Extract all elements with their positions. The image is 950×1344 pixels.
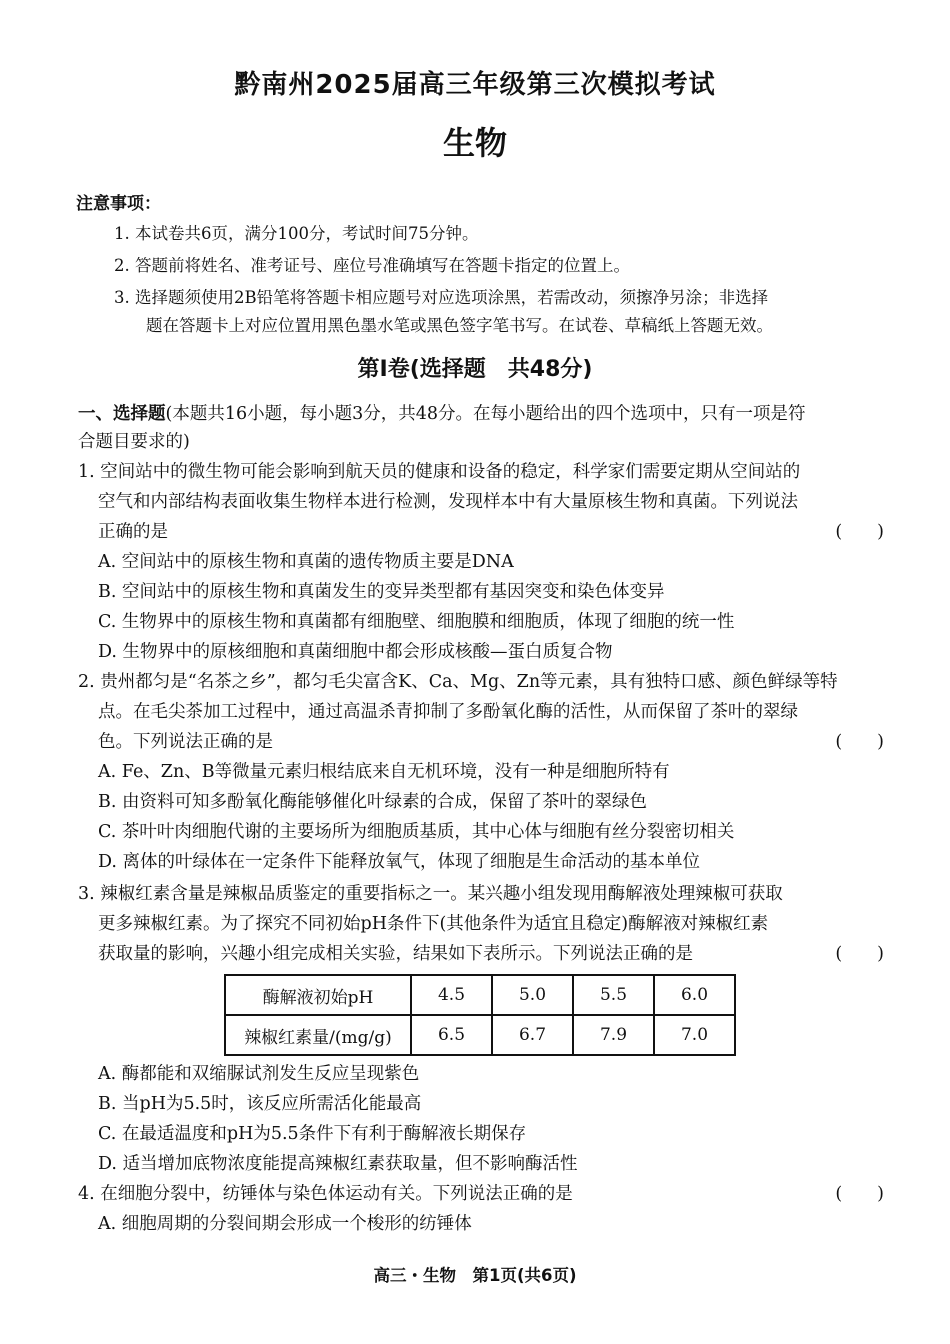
- section-title: 第Ⅰ卷(选择题 共48分): [357, 357, 593, 382]
- part-intro-line-2: 合题目要求的): [78, 432, 190, 452]
- table-row: [225, 975, 735, 1015]
- notice-item-3: 3. 选择题须使用2B铅笔将答题卡相应题号对应选项涂黑，若需改动，须擦净另涂；非选择: [114, 288, 769, 307]
- table-header-capsanthin: 辣椒红素量/(mg/g): [225, 1015, 411, 1055]
- page-footer: 高三・生物 第1页(共6页): [373, 1266, 577, 1285]
- question-3-line-1: 3. 辣椒红素含量是辣椒品质鉴定的重要指标之一。某兴趣小组发现用酶解液处理辣椒可获取: [78, 884, 783, 904]
- question-1-answer-paren: ( ): [835, 522, 884, 542]
- table-cell: 6.7: [492, 1015, 573, 1055]
- notice-item-1: 1. 本试卷共6页，满分100分，考试时间75分钟。: [114, 224, 479, 243]
- exam-title: 黔南州2025届高三年级第三次模拟考试: [234, 70, 716, 100]
- question-1-line-2: 空气和内部结构表面收集生物样本进行检测，发现样本中有大量原核生物和真菌。下列说法: [98, 492, 798, 512]
- table-cell: 5.5: [573, 975, 654, 1015]
- table-cell: 6.5: [411, 1015, 492, 1055]
- question-3-option-d: D. 适当增加底物浓度能提高辣椒红素获取量，但不影响酶活性: [98, 1154, 578, 1174]
- notice-item-2: 2. 答题前将姓名、准考证号、座位号准确填写在答题卡指定的位置上。: [114, 256, 630, 275]
- question-3-option-c: C. 在最适温度和pH为5.5条件下有利于酶解液长期保存: [98, 1124, 527, 1144]
- part-intro-line-1: [78, 402, 806, 426]
- table-header-ph: 酶解液初始pH: [225, 975, 411, 1015]
- question-2-line-3: 色。下列说法正确的是: [98, 732, 273, 752]
- question-1-line-1: 1. 空间站中的微生物可能会影响到航天员的健康和设备的稳定，科学家们需要定期从空间站的: [78, 462, 801, 482]
- question-2-option-d: D. 离体的叶绿体在一定条件下能释放氧气，体现了细胞是生命活动的基本单位: [98, 852, 701, 872]
- question-2-answer-paren: ( ): [835, 732, 884, 752]
- question-2-option-b: B. 由资料可知多酚氧化酶能够催化叶绿素的合成，保留了茶叶的翠绿色: [98, 792, 647, 812]
- question-2-line-1: 2. 贵州都匀是“名茶之乡”，都匀毛尖富含K、Ca、Mg、Zn等元素，具有独特口感、颜色鲜绿等特: [78, 672, 838, 692]
- ph-result-table: [224, 974, 736, 1056]
- table-cell: 7.0: [654, 1015, 735, 1055]
- question-1-option-a: A. 空间站中的原核生物和真菌的遗传物质主要是DNA: [98, 552, 514, 572]
- question-3-answer-paren: ( ): [835, 944, 884, 964]
- question-1-option-d: D. 生物界中的原核细胞和真菌细胞中都会形成核酸—蛋白质复合物: [98, 642, 613, 662]
- question-3-line-3: 获取量的影响，兴趣小组完成相关实验，结果如下表所示。下列说法正确的是: [98, 944, 693, 964]
- exam-subject: 生物: [442, 124, 507, 162]
- question-4-line-1: 4. 在细胞分裂中，纺锤体与染色体运动有关。下列说法正确的是: [78, 1184, 573, 1204]
- question-3-option-b: B. 当pH为5.5时，该反应所需活化能最高: [98, 1094, 422, 1114]
- notice-heading: 注意事项：: [76, 194, 161, 214]
- table-row: [225, 1015, 735, 1055]
- question-2-option-c: C. 茶叶叶肉细胞代谢的主要场所为细胞质基质，其中心体与细胞有丝分裂密切相关: [98, 822, 735, 842]
- table-cell: 5.0: [492, 975, 573, 1015]
- table-cell: 7.9: [573, 1015, 654, 1055]
- table-cell: 4.5: [411, 975, 492, 1015]
- question-4-answer-paren: ( ): [835, 1184, 884, 1204]
- part-intro-text: (本题共16小题，每小题3分，共48分。在每小题给出的四个选项中，只有一项是符: [165, 404, 806, 424]
- question-1-option-b: B. 空间站中的原核生物和真菌发生的变异类型都有基因突变和染色体变异: [98, 582, 665, 602]
- question-1-option-c: C. 生物界中的原核生物和真菌都有细胞壁、细胞膜和细胞质，体现了细胞的统一性: [98, 612, 735, 632]
- notice-item-3-cont: 题在答题卡上对应位置用黑色墨水笔或黑色签字笔书写。在试卷、草稿纸上答题无效。: [146, 316, 773, 335]
- question-3-option-a: A. 酶都能和双缩脲试剂发生反应呈现紫色: [98, 1064, 420, 1084]
- question-2-line-2: 点。在毛尖茶加工过程中，通过高温杀青抑制了多酚氧化酶的活性，从而保留了茶叶的翠绿: [98, 702, 798, 722]
- question-1-line-3: 正确的是: [98, 522, 168, 542]
- table-cell: 6.0: [654, 975, 735, 1015]
- question-4-option-a: A. 细胞周期的分裂间期会形成一个梭形的纺锤体: [98, 1214, 472, 1234]
- question-2-option-a: A. Fe、Zn、B等微量元素归根结底来自无机环境，没有一种是细胞所特有: [98, 762, 670, 782]
- question-3-line-2: 更多辣椒红素。为了探究不同初始pH条件下(其他条件为适宜且稳定)酶解液对辣椒红素: [98, 914, 769, 934]
- part-intro-label: 一、选择题: [78, 404, 166, 424]
